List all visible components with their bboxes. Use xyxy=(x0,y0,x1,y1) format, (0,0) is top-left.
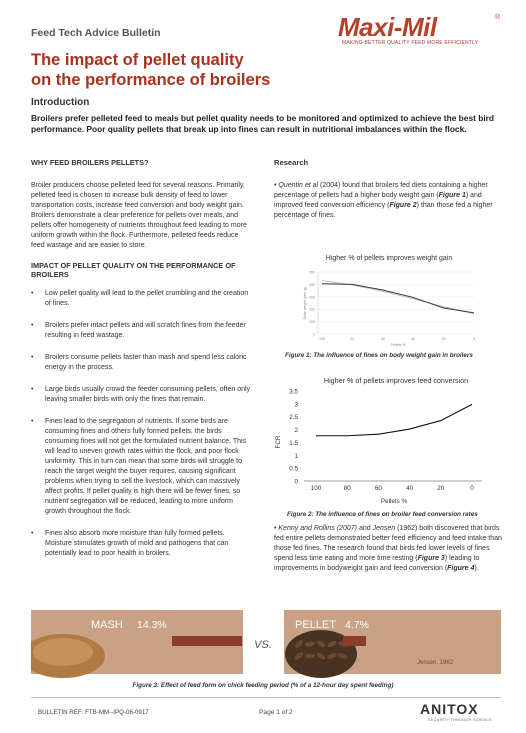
figure2-series-line xyxy=(316,404,472,435)
mash-value-label: 14.3% xyxy=(137,619,167,631)
figure2-y-tick: 0 xyxy=(294,478,298,486)
anitox-logo xyxy=(414,700,504,724)
figure1-x-tick: 100 xyxy=(319,337,325,341)
bulletin-title: Feed Tech Advice Bulletin xyxy=(31,27,161,39)
mash-image-highlight xyxy=(33,638,93,666)
figure2-x-tick: 40 xyxy=(406,485,414,492)
research1-author: Quentin et al xyxy=(278,182,319,189)
figure1-x-tick: 20 xyxy=(441,337,446,341)
page-title-line1: The impact of pellet quality xyxy=(31,51,244,69)
impact-list xyxy=(31,289,253,559)
mash-bar xyxy=(172,636,242,646)
research-paragraph-2: • Kenny and Rollins (2007) and Jensen (1962) both discovered that birds fed entire pellets demonstrated better feed efficiency and feed intake than those fed fines. The research found that birds fed lower levels of fines spend less time eating and more time resting (Figure 3) leading to improvements in bodyweight gain and feed conversion (Figure 4). xyxy=(274,525,502,572)
figure1-x-tick: 0 xyxy=(473,337,475,341)
list-item: • Fines also absorb more moisture than fully formed pellets. Moisture stimulates growth of mold and pathogens that can potentially lead to poor health in broilers. xyxy=(31,529,253,559)
figure1-x-tick: 40 xyxy=(411,337,416,341)
figure2-y-label: FCR xyxy=(275,435,282,449)
figure1-title: Higher % of pellets improves weight gain xyxy=(325,255,453,262)
figure2-y-tick: 3 xyxy=(294,401,298,409)
figure2-x-tick: 80 xyxy=(343,485,351,492)
maxi-mil-logo xyxy=(328,12,508,48)
figure1-y-tick: 400 xyxy=(309,282,315,287)
figure1-y-tick: 100 xyxy=(309,320,315,325)
research2-author2: Jensen xyxy=(372,525,396,532)
left-column xyxy=(31,158,253,571)
vs-label: VS. xyxy=(254,639,272,651)
logo-text: Maxi-Mil xyxy=(338,12,437,42)
anitox-logo-text: ANITOX xyxy=(420,701,479,717)
page-title xyxy=(31,50,351,90)
figure1-ref: Figure 1 xyxy=(438,192,466,199)
pellet-bar xyxy=(343,636,366,646)
figure1-series-line xyxy=(322,281,474,314)
figure2-caption: Figure 2: The influence of fines on broiler feed conversion rates xyxy=(287,511,478,518)
figure3-source: Jensen, 1962 xyxy=(417,660,454,666)
list-item: • Broilers prefer intact pellets and will scratch fines from the feeder resulting in feed wastage. xyxy=(31,321,253,341)
figure2-x-tick: 20 xyxy=(437,485,445,492)
figure3-infographic xyxy=(31,602,501,680)
figure2-ref: Figure 2 xyxy=(389,202,417,209)
figure2-y-tick: 2.5 xyxy=(289,414,298,422)
logo-tagline: MAKING BETTER QUALITY FEED MORE EFFICIENTLY xyxy=(342,40,479,46)
figure1-y-label: Body weight gain (g) xyxy=(303,286,307,320)
figure2-x-tick: 60 xyxy=(374,485,382,492)
page-number: Page 1 of 2 xyxy=(259,709,293,716)
figure2-x-label: Pellets % xyxy=(380,498,408,505)
list-item: • Broilers consume pellets faster than mash and spend less caloric energy in the process. xyxy=(31,353,253,373)
figure1-x-tick: 80 xyxy=(350,337,355,341)
figure1-chart xyxy=(274,252,504,364)
figure1-y-tick: 0 xyxy=(313,332,315,337)
mash-label: MASH xyxy=(91,619,123,631)
figure2-title: Higher % of pellets improves feed conversion xyxy=(323,376,469,385)
research1-text-b: ) and improved feed conversion efficiency ( xyxy=(274,192,482,209)
research-paragraph-1: • Quentin et al (2004) found that broilers fed diets containing a higher percentage of pellets had a higher body weight gain (Figure 1) and improved feed conversion efficiency (Figure 2) than those fed a higher percentage of fines. xyxy=(274,182,493,219)
figure3-ref: Figure 3 xyxy=(417,555,445,562)
figure3-caption: Figure 3: Effect of feed form on chick feeding period (% of a 12-hour day spent feeding) xyxy=(132,682,394,689)
anitox-tagline: SECURITY THROUGH SCIENCE xyxy=(428,718,492,722)
figure1-y-tick: 300 xyxy=(309,295,315,300)
pellet-label: PELLET xyxy=(295,619,336,631)
research-heading: Research xyxy=(274,158,309,167)
figure1-y-tick: 200 xyxy=(309,307,315,312)
figure2-x-tick: 0 xyxy=(470,485,474,492)
figure2-y-tick: 1.5 xyxy=(289,439,298,447)
bulletin-reference: BULLETIN REF: FTB-MM--IPQ-06-0917 xyxy=(38,709,149,716)
figure1-x-tick: 60 xyxy=(380,337,385,341)
footer-divider xyxy=(31,697,501,698)
impact-heading: IMPACT OF PELLET QUALITY ON THE PERFORMANCE OF BROILERS xyxy=(31,261,236,279)
list-item: • Low pellet quality will lead to the pellet crumbling and the creation of fines. xyxy=(31,289,253,309)
research1-text-a: (2004) found that broilers fed diets containing a higher percentage of pellets had a higher body weight gain ( xyxy=(274,182,488,199)
figure2-chart xyxy=(274,369,504,509)
figure1-y-tick: 500 xyxy=(309,270,315,275)
research1-text-c: ) than those fed a higher percentage of fines. xyxy=(274,202,493,219)
intro-heading: Introduction xyxy=(31,97,90,108)
research2-and: and xyxy=(357,525,373,532)
right-column xyxy=(274,158,504,221)
figure2-y-tick: 1 xyxy=(294,452,298,460)
intro-text: Broilers prefer pelleted feed to meals but pellet quality needs to be monitored and optimized to achieve the best bird performance. Poor quality pellets that break up into fines can result in nutritional imbalances within the flock. xyxy=(31,113,495,134)
figure2-y-tick: 3.5 xyxy=(289,388,298,396)
figure2-y-tick: 2 xyxy=(294,427,298,435)
figure2-x-tick: 100 xyxy=(310,485,322,492)
research2-author1: Kenny and Rollins (2007) xyxy=(278,525,358,532)
pellet-value-label: 4.7% xyxy=(345,619,369,631)
logo-registered-mark: ® xyxy=(495,14,501,21)
list-item: • Large birds usually crowd the feeder consuming pellets, often only leaving smaller birds with only the fines that remain. xyxy=(31,385,253,405)
why-text: Broiler producers choose pelleted feed for several reasons. Primarily, pelleted feed is chosen to increase bulk density of feed to lower transportation costs, increase feed conversion and body weight gain. Broilers demonstrate a clear preference for pellets over meals, and pellets offer homogeneity of nutrients throughout feed leading to more uniform growth within the flock. Furthermore, pelleted feeds reduce feed wastage and are easier to store. xyxy=(31,182,247,249)
figure1-caption: Figure 1: The influence of fines on body weight gain in broilers xyxy=(285,352,473,359)
research2-text-a: (1962) both discovered that birds fed entire pellets demonstrated better feed efficiency and feed intake than those fed fines. The research found that birds fed lower levels of fines spend less time eating and more time resting ( xyxy=(274,525,502,562)
figure1-x-label: Pellets % xyxy=(390,343,406,347)
list-item: • Fines lead to the segregation of nutrients. If some birds are consuming fines and others fully formed pellets, the birds consuming fines will not get the formulated nutrient balance. This will lead to uneven growth rates within the flock, and poor flock uniformity. This in turn can mean that some birds will struggle to reach the target weight the buyer requires, causing significant problems when trying to sell the livestock, which can massively affect profits. If pellet quality is high there will be fewer fines, so nutrient segregation will be reduced, leading to more uniform growth throughout the flock. xyxy=(31,417,253,517)
page-title-line2: on the performance of broilers xyxy=(31,71,271,89)
research2-text-b: ) leading to improvements in bodyweight gain and feed conversion ( xyxy=(274,555,480,572)
figure2-y-tick: 0.5 xyxy=(289,465,298,473)
why-heading: WHY FEED BROILERS PELLETS? xyxy=(31,158,149,167)
research2-text-c: ). xyxy=(474,565,479,572)
figure4-ref: Figure 4 xyxy=(447,565,475,572)
